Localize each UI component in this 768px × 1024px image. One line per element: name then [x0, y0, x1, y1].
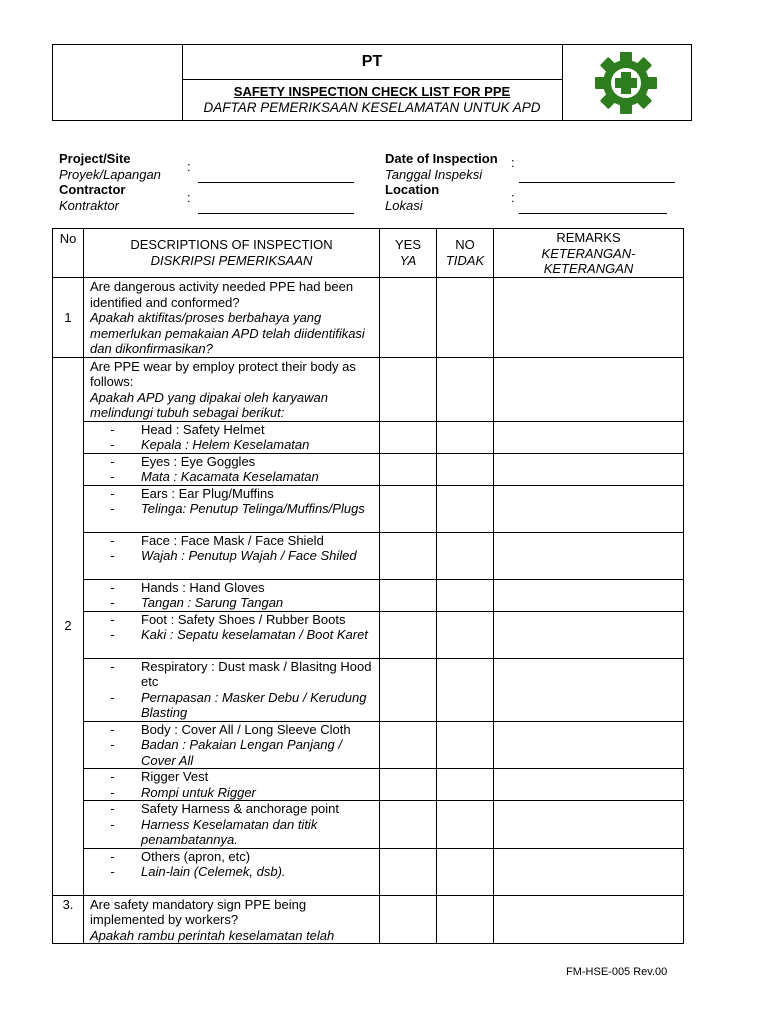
remarks-cell[interactable]: [494, 895, 684, 944]
sub-item-en: Hands : Hand Gloves: [141, 579, 265, 595]
no-checkbox-cell[interactable]: [437, 278, 494, 358]
bullet: -: [110, 689, 115, 705]
remarks-cell[interactable]: [494, 532, 684, 579]
bullet: -: [110, 721, 115, 737]
yes-checkbox-cell[interactable]: [380, 721, 437, 769]
sub-item-cell: [84, 532, 380, 579]
bullet: -: [110, 548, 115, 563]
no-checkbox-cell[interactable]: [437, 658, 494, 721]
bullet: -: [110, 737, 115, 752]
header-left-cell: [53, 45, 183, 120]
no-checkbox-cell[interactable]: [437, 421, 494, 453]
sub-item-en: Eyes : Eye Goggles: [141, 453, 256, 469]
remarks-cell[interactable]: [494, 421, 684, 453]
bullet: -: [110, 611, 115, 627]
bullet: -: [110, 784, 115, 800]
header-logo-cell: [562, 45, 692, 120]
question-en: Are dangerous activity needed PPE had been identified and conformed?: [90, 279, 354, 310]
sub-item-id: Telinga: Penutup Telinga/Muffins/Plugs: [141, 501, 365, 516]
question-en: Are PPE wear by employ protect their body as follows:: [90, 358, 356, 389]
col-no-answer-header-id: TIDAK: [445, 252, 485, 268]
yes-checkbox-cell[interactable]: [380, 658, 437, 721]
document-title-indonesian: DAFTAR PEMERIKSAAN KESELAMATAN UNTUK APD: [203, 100, 541, 115]
table-row: [53, 895, 684, 944]
bullet: -: [110, 658, 115, 674]
remarks-cell[interactable]: [494, 278, 684, 358]
remarks-cell[interactable]: [494, 848, 684, 895]
yes-checkbox-cell[interactable]: [380, 611, 437, 658]
contractor-label: Contractor: [59, 182, 126, 197]
yes-checkbox-cell[interactable]: [380, 532, 437, 579]
location-colon: :: [511, 190, 515, 205]
sub-item-en: Face : Face Mask / Face Shield: [141, 532, 324, 548]
remarks-cell[interactable]: [494, 357, 684, 421]
sub-item-cell: [84, 579, 380, 611]
yes-checkbox-cell[interactable]: [380, 453, 437, 485]
table-row: [53, 532, 684, 579]
sub-item-id: Harness Keselamatan dan titik penambatannya.: [141, 816, 318, 847]
table-row: [53, 611, 684, 658]
remarks-cell[interactable]: [494, 658, 684, 721]
sub-item-id: Pernapasan : Masker Debu / Kerudung Blasting: [141, 689, 367, 720]
yes-checkbox-cell[interactable]: [380, 769, 437, 801]
yes-checkbox-cell[interactable]: [380, 801, 437, 849]
form-code: FM-HSE-005 Rev.00: [566, 966, 668, 978]
table-row: [53, 721, 684, 769]
col-yes-header-en: YES: [394, 237, 421, 252]
question-cell: [84, 278, 380, 358]
col-remarks-header-en: REMARKS: [556, 230, 621, 245]
location-field[interactable]: [519, 213, 667, 214]
sub-item-en: Head : Safety Helmet: [141, 421, 265, 437]
bullet: -: [110, 579, 115, 595]
contractor-label-indonesian: Kontraktor: [59, 197, 119, 213]
date-of-inspection-label: Date of Inspection: [385, 151, 498, 166]
col-no-answer-header: [437, 229, 494, 278]
project-site-label-indonesian: Proyek/Lapangan: [59, 166, 161, 182]
yes-checkbox-cell[interactable]: [380, 485, 437, 532]
bullet: -: [110, 501, 115, 516]
no-checkbox-cell[interactable]: [437, 611, 494, 658]
no-checkbox-cell[interactable]: [437, 801, 494, 849]
sub-item-cell: [84, 611, 380, 658]
bullet: -: [110, 532, 115, 548]
sub-item-en: Body : Cover All / Long Sleeve Cloth: [141, 721, 351, 737]
date-label-group: [385, 151, 498, 182]
yes-checkbox-cell[interactable]: [380, 421, 437, 453]
table-row: [53, 579, 684, 611]
sub-item-en: Ears : Ear Plug/Muffins: [141, 485, 274, 501]
remarks-cell[interactable]: [494, 611, 684, 658]
sub-item-id: Kaki : Sepatu keselamatan / Boot Karet: [141, 627, 368, 642]
question-cell: [84, 357, 380, 421]
sub-item-id: Rompi untuk Rigger: [141, 784, 256, 800]
remarks-cell[interactable]: [494, 485, 684, 532]
remarks-cell[interactable]: [494, 453, 684, 485]
sub-item-id: Badan : Pakaian Lengan Panjang / Cover All: [141, 737, 342, 768]
sub-item-id: Tangan : Sarung Tangan: [141, 595, 284, 610]
row-number: 2: [53, 357, 84, 895]
remarks-cell[interactable]: [494, 801, 684, 849]
table-header-row: [53, 229, 684, 278]
yes-checkbox-cell[interactable]: [380, 278, 437, 358]
no-checkbox-cell[interactable]: [437, 579, 494, 611]
yes-checkbox-cell[interactable]: [380, 357, 437, 421]
document-header: [52, 44, 692, 121]
contractor-field[interactable]: [198, 213, 354, 214]
project-site-label: Project/Site: [59, 151, 131, 166]
date-of-inspection-label-indonesian: Tanggal Inspeksi: [385, 166, 483, 182]
sub-item-en: Foot : Safety Shoes / Rubber Boots: [141, 611, 346, 627]
col-remarks-header: [494, 229, 684, 278]
document-title: SAFETY INSPECTION CHECK LIST FOR PPE: [233, 84, 511, 99]
sub-item-en: Safety Harness & anchorage point: [141, 801, 340, 816]
company-name: PT: [182, 45, 562, 80]
location-label: Location: [385, 182, 440, 197]
bullet: -: [110, 816, 115, 832]
sub-item-en: Rigger Vest: [141, 769, 209, 784]
bullet: -: [110, 769, 115, 784]
col-no-answer-header-en: NO: [455, 237, 475, 252]
sub-item-id: Lain-lain (Celemek, dsb).: [141, 864, 286, 879]
sub-item-id: Wajah : Penutup Wajah / Face Shiled: [141, 548, 357, 563]
table-row: [53, 453, 684, 485]
bullet: -: [110, 421, 115, 437]
table-row: [53, 421, 684, 453]
table-row: [53, 485, 684, 532]
bullet: -: [110, 801, 115, 816]
location-label-indonesian: Lokasi: [385, 197, 423, 213]
col-no-header: No: [53, 229, 84, 278]
no-checkbox-cell[interactable]: [437, 485, 494, 532]
table-row: [53, 769, 684, 801]
bullet: -: [110, 453, 115, 469]
remarks-cell[interactable]: [494, 721, 684, 769]
col-yes-header-id: YA: [399, 252, 417, 268]
sub-item-en: Respiratory : Dust mask / Blasitng Hood etc: [141, 658, 372, 689]
table-row: [53, 801, 684, 849]
sub-item-cell: [84, 658, 380, 721]
bullet: -: [110, 485, 115, 501]
sub-item-cell: [84, 848, 380, 895]
yes-checkbox-cell[interactable]: [380, 895, 437, 944]
no-checkbox-cell[interactable]: [437, 895, 494, 944]
remarks-cell[interactable]: [494, 769, 684, 801]
date-colon: :: [511, 155, 515, 170]
table-row: [53, 278, 684, 358]
sub-item-cell: [84, 421, 380, 453]
question-id: Apakah APD yang dipakai oleh karyawan melindungi tubuh sebagai berikut:: [90, 389, 328, 420]
no-checkbox-cell[interactable]: [437, 769, 494, 801]
col-remarks-header-id-2: KETERANGAN: [543, 261, 634, 276]
project-site-label-group: [59, 151, 161, 182]
question-en: Are safety mandatory sign PPE being implemented by workers?: [90, 896, 307, 927]
sub-item-cell: [84, 721, 380, 769]
no-checkbox-cell[interactable]: [437, 453, 494, 485]
table-row: [53, 357, 684, 421]
sub-item-cell: [84, 453, 380, 485]
yes-checkbox-cell[interactable]: [380, 579, 437, 611]
location-label-group: [385, 182, 439, 213]
row-number: 3.: [53, 895, 84, 944]
inspection-checklist-table: [52, 228, 684, 944]
bullet: -: [110, 864, 115, 879]
question-cell: [84, 895, 380, 944]
no-checkbox-cell[interactable]: [437, 721, 494, 769]
contractor-label-group: [59, 182, 125, 213]
bullet: -: [110, 595, 115, 610]
sub-item-cell: [84, 485, 380, 532]
remarks-cell[interactable]: [494, 579, 684, 611]
table-row: [53, 848, 684, 895]
sub-item-cell: [84, 769, 380, 801]
bullet: -: [110, 627, 115, 642]
sub-item-id: Kepala : Helem Keselamatan: [141, 437, 310, 452]
table-row: [53, 658, 684, 721]
col-remarks-header-id-1: KETERANGAN-: [541, 245, 636, 261]
no-checkbox-cell[interactable]: [437, 532, 494, 579]
bullet: -: [110, 469, 115, 484]
bullet: -: [110, 437, 115, 452]
sub-item-cell: [84, 801, 380, 849]
yes-checkbox-cell[interactable]: [380, 848, 437, 895]
question-id: Apakah aktifitas/proses berbahaya yang memerlukan pemakaian APD telah diidentifikasi dan dikonfirmasikan?: [90, 310, 365, 356]
project-site-field[interactable]: [198, 182, 354, 183]
contractor-colon: :: [187, 190, 191, 205]
question-id: Apakah rambu perintah keselamatan telah: [90, 927, 335, 943]
date-of-inspection-field[interactable]: [519, 182, 675, 183]
bullet: -: [110, 848, 115, 864]
project-colon: :: [187, 159, 191, 174]
no-checkbox-cell[interactable]: [437, 848, 494, 895]
col-description-header: [84, 229, 380, 278]
col-description-header-id: DISKRIPSI PEMERIKSAAN: [150, 252, 313, 268]
sub-item-id: Mata : Kacamata Keselamatan: [141, 469, 319, 484]
no-checkbox-cell[interactable]: [437, 357, 494, 421]
col-yes-header: [380, 229, 437, 278]
row-number: 1: [53, 278, 84, 358]
col-description-header-en: DESCRIPTIONS OF INSPECTION: [130, 237, 333, 252]
green-safety-gear-cross-icon: [595, 52, 657, 114]
sub-item-en: Others (apron, etc): [141, 848, 251, 864]
